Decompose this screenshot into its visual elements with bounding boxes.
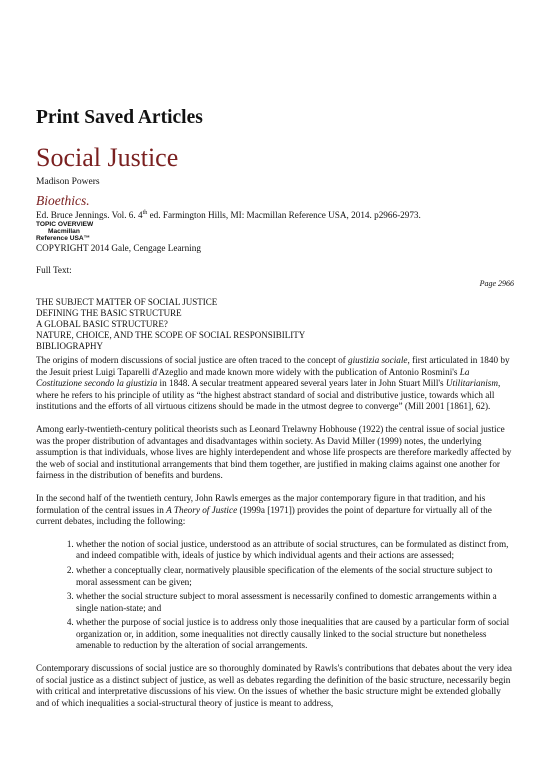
paragraph: Contemporary discussions of social justice are so thoroughly dominated by Rawls's contributions that debates about the very idea of social justice as a distinct subject of justice, as well as debates regarding the definition of the basic structure, necessarily begin with critical and interpretative discussions of his view. On the issues of whether the basic structure might be extended globally and of which inequalities a social-structural theory of justice is meant to address, <box>36 663 512 708</box>
full-text-label: Full Text: <box>36 265 72 275</box>
list-item: 2. whether a conceptually clear, normatively plausible specification of the elements of the social structure subject to moral assessment can be given; <box>76 565 514 588</box>
citation: Ed. Bruce Jennings. Vol. 6. 4th ed. Farmington Hills, MI: Macmillan Reference USA, 2014. p2966-2973. <box>36 210 421 221</box>
list-item: 3. whether the social structure subject to moral assessment is necessarily confined to domestic arrangements within a single nation-state; and <box>76 591 514 614</box>
article-body <box>36 355 514 720</box>
page-heading: Print Saved Articles <box>36 107 203 128</box>
table-of-contents <box>36 297 305 352</box>
toc-item: BIBLIOGRAPHY <box>36 341 104 351</box>
paragraph: The origins of modern discussions of social justice are often traced to the concept of giustizia sociale, first articulated in 1840 by the Jesuit priest Luigi Taparelli d'Azeglio and made known more widely with the publication of Antonio Rosmini's La Costituzione secondo la giustizia in 1848. A secular treatment appeared several years later in John Stuart Mill's Utilitarianism, where he refers to his principle of utility as “the highest abstract standard of social and distributive justice, towards which all institutions and the efforts of all virtuous citizens should be made in the utmost degree to converge” (Mill 2001 [1861], 62). <box>36 355 510 412</box>
paragraph: Among early-twentieth-century political theorists such as Leonard Trelawny Hobhouse (1922) the central issue of social justice was the proper distribution of advantages and disadvantages within society. As David Miller (1999) notes, the underlying assumption is that individuals, whose lives are highly interdependent and whose life prospects are therefore markedly affected by the web of social and institutional arrangements that bind them together, are justified in making claims against one another for fairness in the distribution of benefits and burdens. <box>36 423 512 481</box>
source-title: Bioethics. <box>36 193 90 208</box>
topic-overview-logo: TOPIC OVERVIEW Macmillan Reference USA™ <box>36 221 94 243</box>
list-item: 1. whether the notion of social justice, understood as an attribute of social structures, can be formulated as distinct from, and indeed compatible with, ideals of justice by which individual agents and their actions are assessed; <box>76 539 514 562</box>
list-item: 4. whether the purpose of social justice is to address only those inequalities that are caused by a particular form of social organization or, in addition, some inequalities not directly causally linked to the social structure but nonetheless amenable to reduction by the alteration of social arrangements. <box>76 617 514 652</box>
issue-list <box>36 539 514 652</box>
paragraph: In the second half of the twentieth century, John Rawls emerges as the major contemporary figure in that tradition, and his formulation of the central issues in A Theory of Justice (1999a [1971]) provides the point of departure for virtually all of the current debates, including the following: <box>36 492 492 527</box>
toc-item: DEFINING THE BASIC STRUCTURE <box>36 308 182 318</box>
page-number: Page 2966 <box>479 279 514 288</box>
toc-item: NATURE, CHOICE, AND THE SCOPE OF SOCIAL RESPONSIBILITY <box>36 330 306 340</box>
toc-item: A GLOBAL BASIC STRUCTURE? <box>36 319 168 329</box>
toc-item: THE SUBJECT MATTER OF SOCIAL JUSTICE <box>36 297 218 307</box>
article-author: Madison Powers <box>36 177 100 187</box>
copyright-notice: COPYRIGHT 2014 Gale, Cengage Learning <box>36 243 201 253</box>
article-title: Social Justice <box>36 143 179 172</box>
